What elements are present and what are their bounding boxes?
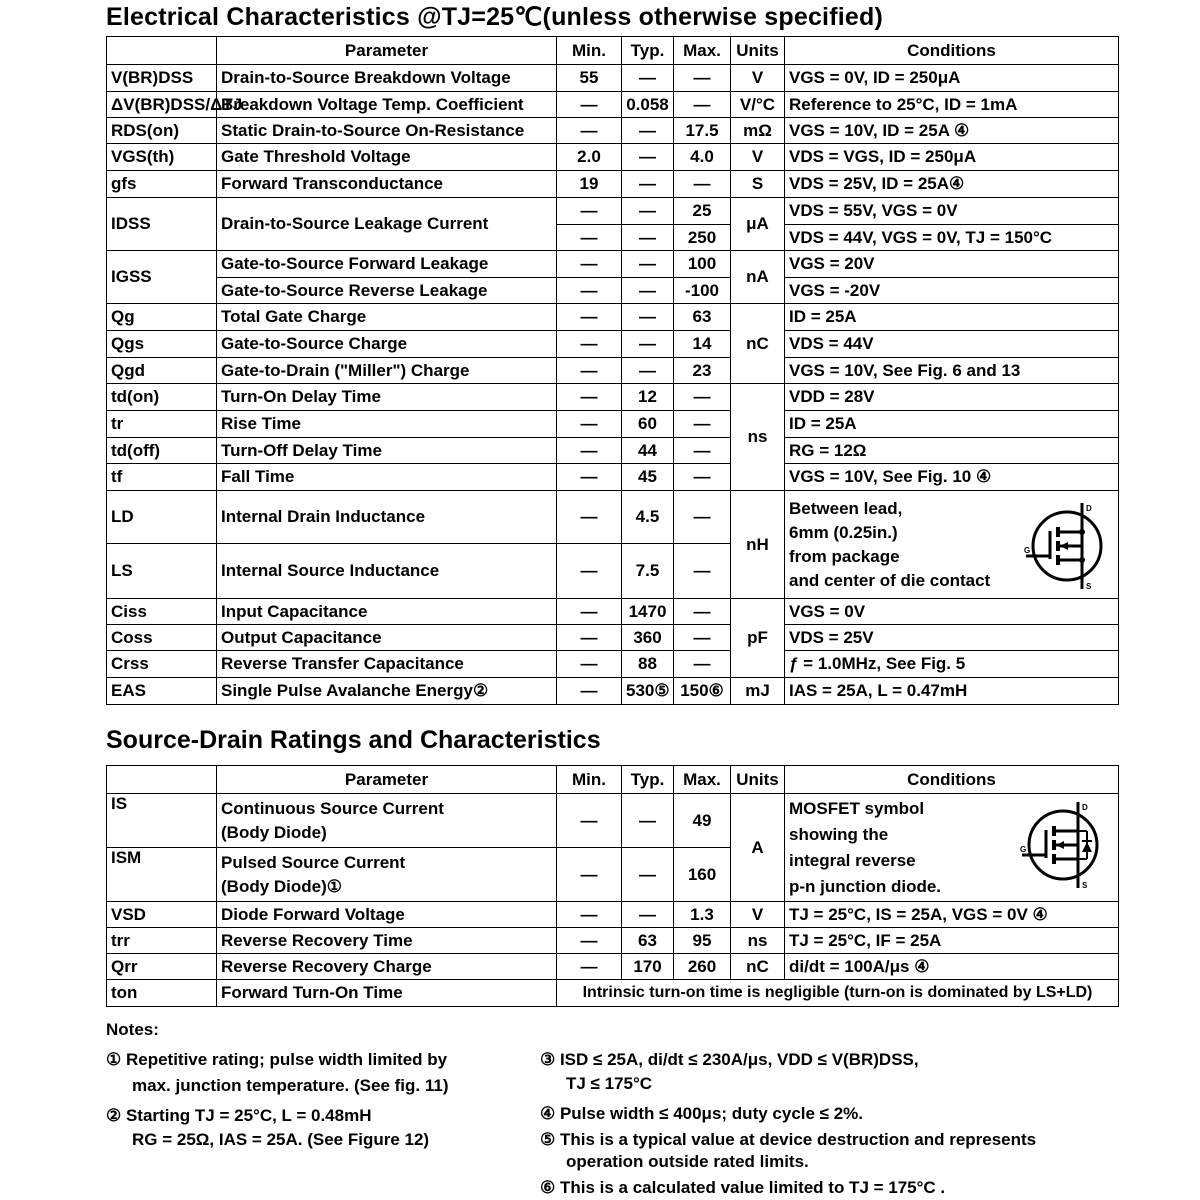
row-unit: S [731, 171, 785, 198]
row-symbol: RDS(on) [107, 118, 217, 144]
sd-row-conditions: di/dt = 100A/μs ④ [785, 954, 1119, 980]
row-max: — [674, 411, 731, 438]
header-parameter: Parameter [217, 37, 557, 65]
row-symbol: LD [107, 491, 217, 544]
row-conditions: VGS = 10V, See Fig. 6 and 13 [785, 358, 1119, 384]
notes-title: Notes: [106, 1020, 159, 1039]
title-source-drain: Source-Drain Ratings and Characteristics [106, 726, 601, 754]
inductance-condition-line: Between lead, [789, 498, 903, 518]
row-unit: ns [731, 384, 785, 491]
row-unit: nH [731, 491, 785, 599]
row-typ: 45 [622, 464, 674, 491]
row-unit: nA [731, 251, 785, 304]
row-typ: 88 [622, 651, 674, 678]
mosfet-conditions [785, 794, 1119, 902]
sd-row-typ: — [622, 794, 674, 848]
row-typ: — [622, 65, 674, 92]
sd-row-parameter [217, 794, 557, 848]
row-symbol: VGS(th) [107, 144, 217, 171]
row-conditions: Reference to 25°C, ID = 1mA [785, 92, 1119, 118]
row-conditions: VDS = VGS, ID = 250μA [785, 144, 1119, 171]
row-unit: nC [731, 304, 785, 384]
table-row [107, 980, 1119, 1007]
row-conditions: VGS = 10V, ID = 25A ④ [785, 118, 1119, 144]
sd-row-parameter [217, 902, 557, 928]
table-row [107, 491, 1119, 544]
row-conditions: VGS = 20V [785, 251, 1119, 278]
row-max: 4.0 [674, 144, 731, 171]
table-row [107, 118, 1119, 144]
table-row [107, 651, 1119, 678]
row-symbol: Qgd [107, 358, 217, 384]
note-3a: ③ ISD ≤ 25A, di/dt ≤ 230A/μs, VDD ≤ V(BR)DSS, [540, 1050, 919, 1069]
row-parameter: Static Drain-to-Source On-Resistance [217, 118, 557, 144]
row-max: 250 [674, 225, 731, 251]
header-units: Units [731, 37, 785, 65]
sd-header-min: Min. [557, 766, 622, 794]
row-typ: 0.058 [622, 92, 674, 118]
row-max: — [674, 438, 731, 464]
svg-text:S: S [1082, 881, 1088, 890]
sd-row-symbol: VSD [107, 902, 217, 928]
mosfet-diode-symbol-icon [1018, 800, 1108, 890]
row-min: — [557, 278, 622, 304]
sd-parameter-line2: (Body Diode)① [221, 876, 343, 896]
svg-text:S: S [1086, 582, 1092, 591]
row-max: 63 [674, 304, 731, 331]
row-symbol: Crss [107, 651, 217, 678]
row-symbol: IDSS [107, 198, 217, 251]
row-symbol: Qgs [107, 331, 217, 358]
sd-row-symbol: Qrr [107, 954, 217, 980]
row-parameter: Internal Source Inductance [217, 544, 557, 599]
sd-parameter-line1: Forward Turn-On Time [221, 983, 403, 1002]
row-parameter: Output Capacitance [217, 625, 557, 651]
note-3b: TJ ≤ 175°C [566, 1074, 653, 1093]
row-unit: μA [731, 198, 785, 251]
row-conditions: VDS = 44V, VGS = 0V, TJ = 150°C [785, 225, 1119, 251]
note-6: ⑥ This is a calculated value limited to TJ = 175°C . [540, 1178, 946, 1197]
title-electrical-characteristics: Electrical Characteristics @TJ=25℃(unless otherwise specified) [106, 3, 883, 31]
row-conditions: IAS = 25A, L = 0.47mH [785, 678, 1119, 705]
row-typ: 530⑤ [622, 678, 674, 705]
row-parameter: Breakdown Voltage Temp. Coefficient [217, 92, 557, 118]
row-min: 2.0 [557, 144, 622, 171]
row-typ: — [622, 225, 674, 251]
row-parameter: Turn-Off Delay Time [217, 438, 557, 464]
table-row [107, 928, 1119, 954]
row-parameter: Gate-to-Source Forward Leakage [217, 251, 557, 278]
row-min: 19 [557, 171, 622, 198]
row-min: — [557, 92, 622, 118]
table-row [107, 278, 1119, 304]
note-1b: max. junction temperature. (See fig. 11) [132, 1076, 449, 1095]
row-conditions: VGS = -20V [785, 278, 1119, 304]
row-conditions: ID = 25A [785, 304, 1119, 331]
mosfet-condition-line: integral reverse [789, 850, 916, 870]
row-unit: mJ [731, 678, 785, 705]
sd-row-unit: nC [731, 954, 785, 980]
mosfet-condition-line: showing the [789, 824, 889, 844]
row-conditions: VGS = 10V, See Fig. 10 ④ [785, 464, 1119, 491]
svg-text:D: D [1082, 803, 1088, 812]
row-parameter: Drain-to-Source Breakdown Voltage [217, 65, 557, 92]
note-1a: ① Repetitive rating; pulse width limited by [106, 1050, 448, 1069]
sd-parameter-line2: (Body Diode) [221, 822, 327, 842]
row-typ: — [622, 144, 674, 171]
sd-row-min: — [557, 902, 622, 928]
sd-row-max: 49 [674, 794, 731, 848]
sd-row-max: 95 [674, 928, 731, 954]
row-max: — [674, 65, 731, 92]
row-min: — [557, 411, 622, 438]
table-row [107, 331, 1119, 358]
row-typ: — [622, 304, 674, 331]
sd-header-symbol [107, 766, 217, 794]
row-min: — [557, 331, 622, 358]
row-min: — [557, 491, 622, 544]
note-2b: RG = 25Ω, IAS = 25A. (See Figure 12) [132, 1130, 430, 1149]
svg-text:G: G [1020, 845, 1027, 854]
row-conditions: VDS = 55V, VGS = 0V [785, 198, 1119, 225]
row-max: — [674, 92, 731, 118]
row-parameter: Total Gate Charge [217, 304, 557, 331]
row-unit: mΩ [731, 118, 785, 144]
row-min: 55 [557, 65, 622, 92]
header-typ: Typ. [622, 37, 674, 65]
sd-row-conditions: TJ = 25°C, IF = 25A [785, 928, 1119, 954]
row-typ: 4.5 [622, 491, 674, 544]
sd-row-typ: 170 [622, 954, 674, 980]
row-unit: V/°C [731, 92, 785, 118]
row-parameter: Forward Transconductance [217, 171, 557, 198]
row-max: -100 [674, 278, 731, 304]
note-5a: ⑤ This is a typical value at device destruction and represents [540, 1130, 1037, 1149]
mosfet-condition-line: p-n junction diode. [789, 876, 942, 896]
row-typ: — [622, 331, 674, 358]
sd-row-symbol: IS [107, 794, 217, 848]
sd-parameter-line1: Pulsed Source Current [221, 852, 406, 872]
row-parameter: Internal Drain Inductance [217, 491, 557, 544]
table-row [107, 625, 1119, 651]
row-symbol: EAS [107, 678, 217, 705]
row-typ: — [622, 171, 674, 198]
sd-header-parameter: Parameter [217, 766, 557, 794]
row-min: — [557, 358, 622, 384]
row-typ: 60 [622, 411, 674, 438]
inductance-condition-line: 6mm (0.25in.) [789, 522, 898, 542]
row-typ: 1470 [622, 599, 674, 625]
row-parameter: Gate Threshold Voltage [217, 144, 557, 171]
sd-row-min: — [557, 928, 622, 954]
header-max: Max. [674, 37, 731, 65]
row-parameter: Input Capacitance [217, 599, 557, 625]
sd-row-min: — [557, 794, 622, 848]
sd-row-min: — [557, 954, 622, 980]
table-row [107, 411, 1119, 438]
row-max: — [674, 544, 731, 599]
row-conditions: VDD = 28V [785, 384, 1119, 411]
sd-row-max: 160 [674, 848, 731, 902]
row-typ: 12 [622, 384, 674, 411]
svg-text:G: G [1024, 546, 1031, 555]
sd-row-typ: — [622, 848, 674, 902]
row-max: 23 [674, 358, 731, 384]
mosfet-condition-line: MOSFET symbol [789, 798, 925, 818]
row-symbol: LS [107, 544, 217, 599]
row-parameter: Gate-to-Drain ("Miller") Charge [217, 358, 557, 384]
row-min: — [557, 544, 622, 599]
row-symbol: td(off) [107, 438, 217, 464]
row-max: — [674, 491, 731, 544]
table-row [107, 358, 1119, 384]
row-typ: — [622, 251, 674, 278]
table-row [107, 304, 1119, 331]
row-max: 25 [674, 198, 731, 225]
row-symbol: td(on) [107, 384, 217, 411]
sd-row-unit: ns [731, 928, 785, 954]
table-row [107, 198, 1119, 225]
table-row [107, 954, 1119, 980]
row-parameter: Gate-to-Source Reverse Leakage [217, 278, 557, 304]
row-min: — [557, 198, 622, 225]
row-max: 14 [674, 331, 731, 358]
row-min: — [557, 464, 622, 491]
row-symbol: IGSS [107, 251, 217, 304]
inductance-condition-line: and center of die contact [789, 570, 991, 590]
table-row [107, 678, 1119, 705]
sd-row-max: 260 [674, 954, 731, 980]
row-conditions: ID = 25A [785, 411, 1119, 438]
sd-row-parameter [217, 848, 557, 902]
row-conditions: ƒ = 1.0MHz, See Fig. 5 [785, 651, 1119, 678]
table-row [107, 92, 1119, 118]
sd-row-unit: V [731, 902, 785, 928]
row-min: — [557, 384, 622, 411]
row-parameter: Drain-to-Source Leakage Current [217, 198, 557, 251]
row-conditions: VDS = 25V, ID = 25A④ [785, 171, 1119, 198]
row-min: — [557, 678, 622, 705]
electrical-characteristics-table [106, 36, 1119, 705]
row-typ: — [622, 278, 674, 304]
row-max: — [674, 384, 731, 411]
row-parameter: Single Pulse Avalanche Energy② [217, 678, 557, 705]
sd-row-symbol: trr [107, 928, 217, 954]
sd-row-symbol: ISM [107, 848, 217, 902]
row-parameter: Rise Time [217, 411, 557, 438]
row-typ: — [622, 358, 674, 384]
table-row [107, 902, 1119, 928]
row-min: — [557, 599, 622, 625]
sd-row-typ: 63 [622, 928, 674, 954]
sd-header-conditions: Conditions [785, 766, 1119, 794]
table-row [107, 65, 1119, 92]
note-4: ④ Pulse width ≤ 400μs; duty cycle ≤ 2%. [540, 1104, 864, 1123]
row-max: — [674, 171, 731, 198]
inductance-condition-line: from package [789, 546, 900, 566]
sd-row-unit: A [731, 794, 785, 902]
table-row [107, 171, 1119, 198]
table-row [107, 384, 1119, 411]
sd-row-symbol: ton [107, 980, 217, 1007]
row-max: 17.5 [674, 118, 731, 144]
sd-row-typ: — [622, 902, 674, 928]
row-conditions: VDS = 44V [785, 331, 1119, 358]
sd-row-conditions: TJ = 25°C, IS = 25A, VGS = 0V ④ [785, 902, 1119, 928]
sd-header-units: Units [731, 766, 785, 794]
row-min: — [557, 251, 622, 278]
table-row [107, 251, 1119, 278]
sd-row-parameter [217, 954, 557, 980]
row-conditions: VDS = 25V [785, 625, 1119, 651]
sd-header-max: Max. [674, 766, 731, 794]
sd-parameter-line1: Reverse Recovery Charge [221, 956, 432, 976]
header-min: Min. [557, 37, 622, 65]
row-parameter: Fall Time [217, 464, 557, 491]
table-row [107, 144, 1119, 171]
sd-row-max: 1.3 [674, 902, 731, 928]
row-symbol: tf [107, 464, 217, 491]
source-drain-table [106, 765, 1119, 1007]
row-min: — [557, 225, 622, 251]
note-5b: operation outside rated limits. [566, 1152, 809, 1171]
row-symbol: tr [107, 411, 217, 438]
row-typ: 7.5 [622, 544, 674, 599]
row-parameter: Turn-On Delay Time [217, 384, 557, 411]
header-symbol [107, 37, 217, 65]
row-typ: — [622, 118, 674, 144]
sd-ton-conditions: Intrinsic turn-on time is negligible (turn-on is dominated by LS+LD) [557, 980, 1119, 1007]
row-conditions: RG = 12Ω [785, 438, 1119, 464]
row-symbol: Ciss [107, 599, 217, 625]
row-typ: — [622, 198, 674, 225]
table-row [107, 599, 1119, 625]
row-max: 150⑥ [674, 678, 731, 705]
row-symbol: ΔV(BR)DSS/ΔTJ [107, 92, 217, 118]
header-conditions: Conditions [785, 37, 1119, 65]
row-min: — [557, 438, 622, 464]
row-conditions: VGS = 0V, ID = 250μA [785, 65, 1119, 92]
row-min: — [557, 651, 622, 678]
table-row [107, 794, 1119, 848]
row-max: 100 [674, 251, 731, 278]
row-typ: 44 [622, 438, 674, 464]
mosfet-symbol-icon [1022, 501, 1112, 591]
row-max: — [674, 651, 731, 678]
row-min: — [557, 118, 622, 144]
row-unit: pF [731, 599, 785, 678]
row-min: — [557, 304, 622, 331]
row-parameter: Reverse Transfer Capacitance [217, 651, 557, 678]
row-symbol: V(BR)DSS [107, 65, 217, 92]
row-unit: V [731, 65, 785, 92]
sd-parameter-line1: Reverse Recovery Time [221, 930, 413, 950]
sd-row-parameter [217, 980, 557, 1007]
row-max: — [674, 599, 731, 625]
row-max: — [674, 464, 731, 491]
row-symbol: Coss [107, 625, 217, 651]
sd-header-typ: Typ. [622, 766, 674, 794]
row-conditions: VGS = 0V [785, 599, 1119, 625]
svg-text:D: D [1086, 504, 1092, 513]
row-symbol: gfs [107, 171, 217, 198]
row-max: — [674, 625, 731, 651]
row-unit: V [731, 144, 785, 171]
row-typ: 360 [622, 625, 674, 651]
table-row [107, 438, 1119, 464]
table-row [107, 464, 1119, 491]
sd-row-parameter [217, 928, 557, 954]
row-parameter: Gate-to-Source Charge [217, 331, 557, 358]
sd-parameter-line1: Diode Forward Voltage [221, 904, 405, 924]
row-symbol: Qg [107, 304, 217, 331]
sd-row-min: — [557, 848, 622, 902]
row-min: — [557, 625, 622, 651]
inductance-conditions [785, 491, 1119, 599]
note-2a: ② Starting TJ = 25°C, L = 0.48mH [106, 1106, 372, 1125]
sd-parameter-line1: Continuous Source Current [221, 798, 444, 818]
